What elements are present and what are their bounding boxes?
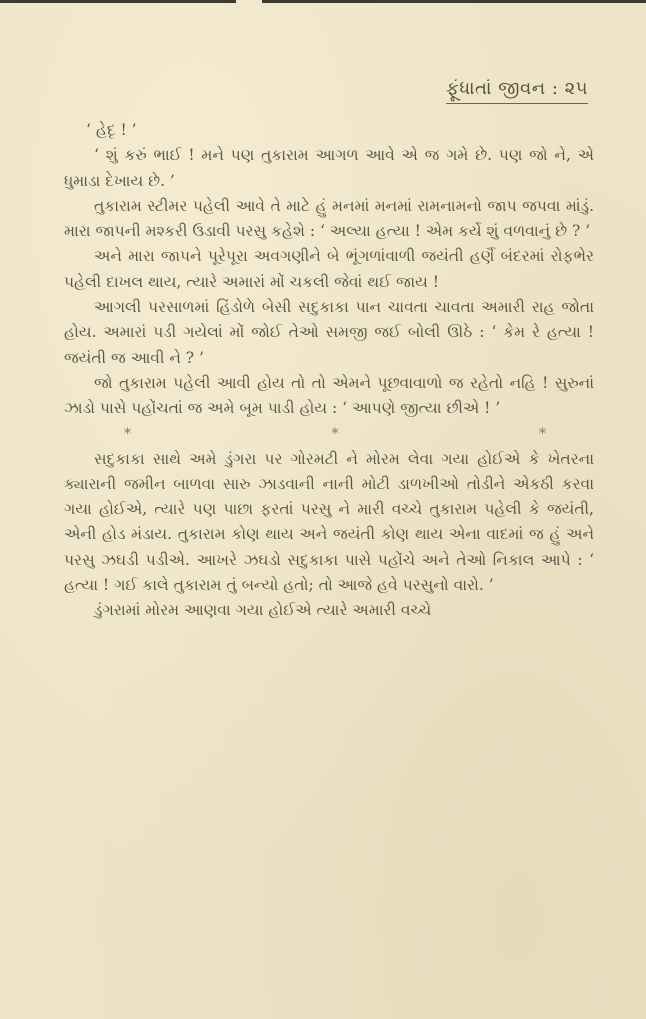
paragraph: તુકારામ સ્ટીમર પહેલી આવે તે માટે હું મનમાં મનમાં રામનામનો જાપ જપવા માંડું. મારા જાપની મશ્કરી ઉડાવી પરસુ કહેશે : ‘ અલ્યા હત્યા ! એમ કર્યે શું વળવાનું છે ? ’ <box>64 196 594 241</box>
running-head: ફૂંધાતાં જીવન : ૨૫ <box>446 78 588 104</box>
top-edge-rule <box>0 0 236 3</box>
paragraph: ડુંગરામાં મોરમ આણવા ગયા હોઈએ ત્યારે અમારી વચ્ચે <box>94 601 432 620</box>
top-edge-rule <box>262 0 646 3</box>
paragraph: સદુકાકા સાથે અમે ડુંગરા પર ગોરમટી ને મોરમ લેવા ગયા હોઈએ કે ખેતરના ક્યારાની જમીન બાળવા સારુ ઝાડવાની નાની મોટી ડાળખીઓ તોડીને એકઠી કરવા ગયા હોઈએ, ત્યારે પણ પાછા ફરતાં પરસુ ને મારી વચ્ચે તુકારામ પહેલી કે જયંતી, એની હોડ મંડાય. તુકારામ કોણ થાય અને જયંતી કોણ થાય એના વાદમાં જ હું અને પરસુ ઝઘડી પડીએ. આખરે ઝઘડો સદુકાકા પાસે પહોંચે અને તેઓ નિકાલ આપે : ‘ હત્યા ! ગઈ કાલે તુકારામ તું બન્યો હતો; તો આજે હવે પરસુનો વારો. ’ <box>64 449 594 595</box>
section-separator <box>64 422 594 447</box>
separator-asterisk: * <box>124 425 131 442</box>
paragraph: ‘ શું કરું ભાઈ ! મને પણ તુકારામ આગળ આવે એ જ ગમે છે. પણ જો ને, એ ધુમાડા દેખાય છે. ’ <box>64 146 594 190</box>
separator-asterisk: * <box>331 425 339 442</box>
separator-asterisk: * <box>539 425 546 442</box>
body-text <box>64 118 594 624</box>
paragraph: જો તુકારામ પહેલી આવી હોય તો તો એમને પૂછવાવાળો જ રહેતો નહિ ! સુરુનાં ઝાડો પાસે પહોંચતાં જ અમે બૂમ પાડી હોય : ‘ આપણે જીત્યા છીએ ! ’ <box>64 373 594 418</box>
paragraph: અને મારા જાપને પૂરેપૂરા અવગણીને બે ભૂંગળાંવાળી જયંતી હર્ણૈ બંદરમાં રોફભેર પહેલી દાખલ થાય, ત્યારે અમારાં મોં ચકલી જેવાં થઈ જાય ! <box>64 247 594 291</box>
paragraph: આગલી પરસાળમાં હિંડોળે બેસી સદુકાકા પાન ચાવતા ચાવતા અમારી રાહ જોતા હોય. અમારાં પડી ગયેલાં મોં જોઈ તેઓ સમજી જઈ બોલી ઊઠે : ‘ કેમ રે હત્યા ! જયંતી જ આવી ને ? ’ <box>64 298 594 367</box>
paragraph: ‘ હેદૃ ! ’ <box>86 121 137 139</box>
